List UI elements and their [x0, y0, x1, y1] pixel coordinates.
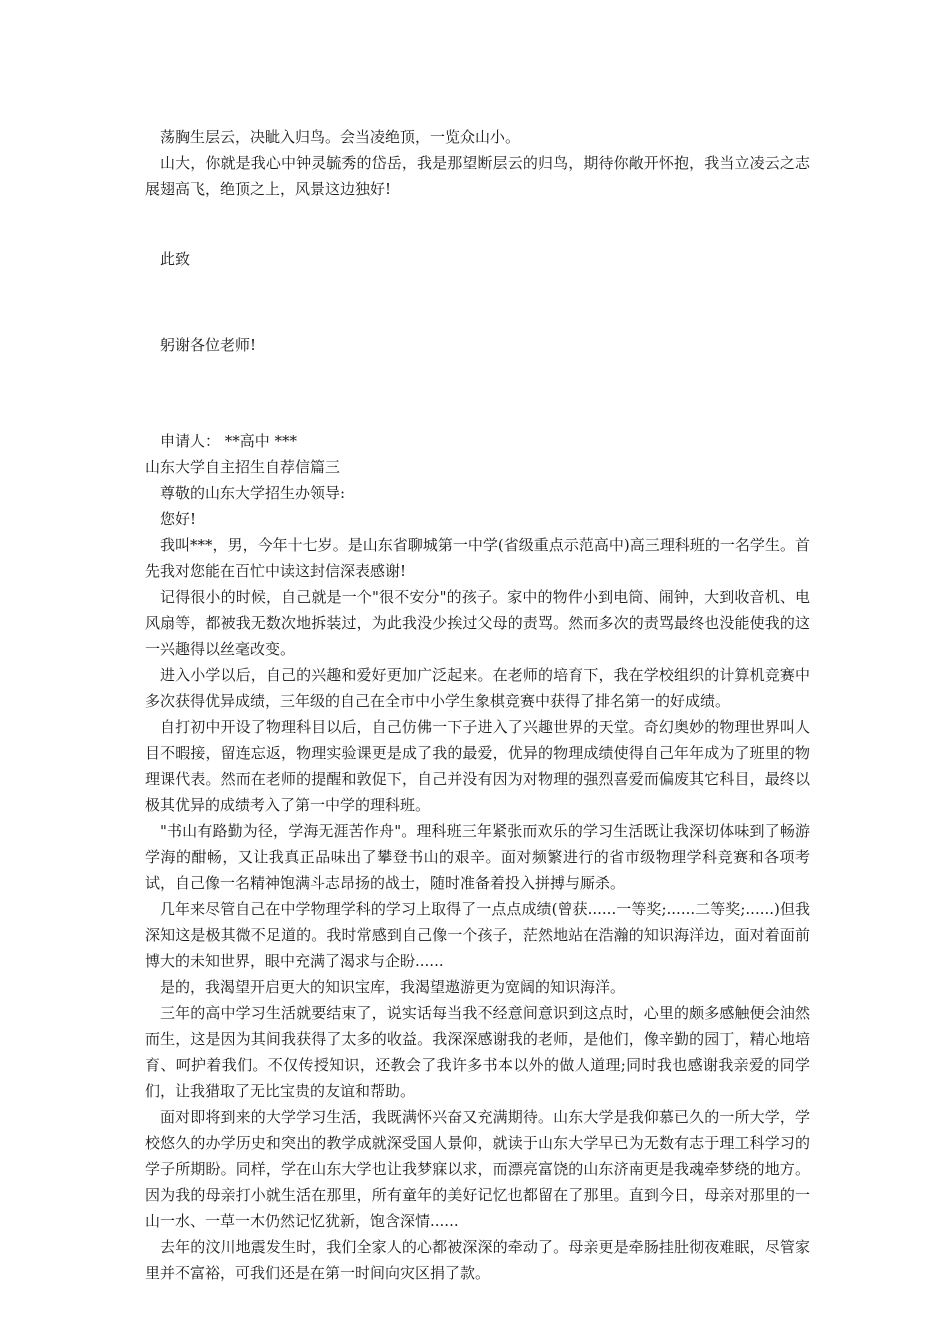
paragraph: 自打初中开设了物理科目以后，自己仿佛一下子进入了兴趣世界的天堂。奇幻奥妙的物理世界叫人目不暇接，留连忘返，物理实验课更是成了我的最爱，优异的物理成绩使得自己年年成为了班里的物理课代表。然而在老师的提醒和敦促下，自己并没有因为对物理的强烈喜爱而偏废其它科目，最终以极其优异的成绩考入了第一中学的理科班。 — [145, 718, 810, 814]
paragraph: 去年的汶川地震发生时，我们全家人的心都被深深的牵动了。母亲更是牵肠挂肚彻夜难眠，尽管家里并不富裕，可我们还是在第一时间向灾区捐了款。 — [145, 1238, 810, 1282]
paragraph: 是的，我渴望开启更大的知识宝库，我渴望遨游更为宽阔的知识海洋。 — [160, 978, 626, 996]
spacer — [145, 272, 810, 310]
greeting: 您好! — [160, 510, 197, 528]
spacer — [145, 396, 810, 428]
spacer — [145, 310, 810, 332]
paragraph: 三年的高中学习生活就要结束了，说实话每当我不经意间意识到这点时，心里的颇多感触便会油然而生，这是因为其间我获得了太多的收益。我深深感谢我的老师，是他们，像辛勤的园丁，精心地培育、呵护着我们。不仅传授知识，还教会了我许多书本以外的做人道理;同时我也感谢我亲爱的同学们，让我猎取了无比宝贵的友谊和帮助。 — [145, 1004, 810, 1100]
paragraph: 进入小学以后，自己的兴趣和爱好更加广泛起来。在老师的培育下，我在学校组织的计算机竞赛中多次获得优异成绩，三年级的自己在全市中小学生象棋竞赛中获得了排名第一的好成绩。 — [145, 666, 810, 710]
mountain-paragraph: 山大，你就是我心中钟灵毓秀的岱岳，我是那望断层云的归鸟，期待你敞开怀抱，我当立凌云之志展翅高飞，绝顶之上，风景这边独好! — [145, 154, 810, 198]
paragraph: "书山有路勤为径，学海无涯苦作舟"。理科班三年紧张而欢乐的学习生活既让我深切体味到了畅游学海的酣畅，又让我真正品味出了攀登书山的艰辛。面对频繁进行的省市级物理学科竞赛和各项考试，自己像一名精神饱满斗志昂扬的战士，随时准备着投入拼搏与厮杀。 — [145, 822, 810, 892]
paragraph: 几年来尽管自己在中学物理学科的学习上取得了一点点成绩(曾获......一等奖;......二等奖;......)但我深知这是极其微不足道的。我时常感到自己像一个孩子，茫然地站在浩瀚的知识海洋边，面对着面前博大的未知世界，眼中充满了渴求与企盼...... — [145, 900, 810, 970]
applicant-line: 申请人： **高中 *** — [160, 432, 298, 450]
paragraph: 我叫***，男，今年十七岁。是山东省聊城第一中学(省级重点示范高中)高三理科班的一名学生。首先我对您能在百忙中读这封信深表感谢! — [145, 536, 810, 580]
paragraph: 面对即将到来的大学学习生活，我既满怀兴奋又充满期待。山东大学是我仰慕已久的一所大学，学校悠久的办学历史和突出的教学成就深受国人景仰，就读于山东大学早已为无数有志于理工科学习的学子所期盼。同样，学在山东大学也让我梦寐以求，而漂亮富饶的山东济南更是我魂牵梦绕的地方。因为我的母亲打小就生活在那里，所有童年的美好记忆也都留在了那里。直到今日，母亲对那里的一山一水、一草一木仍然记忆犹新，饱含深情...... — [145, 1108, 810, 1230]
spacer — [145, 358, 810, 396]
section-title: 山东大学自主招生自荐信篇三 — [145, 458, 341, 476]
document-body — [145, 124, 810, 1286]
paragraph: 记得很小的时候，自己就是一个"很不安分"的孩子。家中的物件小到电筒、闹钟，大到收音机、电风扇等，都被我无数次地拆装过，为此我没少挨过父母的责骂。然而多次的责骂最终也没能使我的这一兴趣得以丝毫改变。 — [145, 588, 810, 658]
thanks-line: 躬谢各位老师! — [160, 336, 257, 354]
closing-line: 此致 — [160, 250, 191, 268]
poem-line: 荡胸生层云，决眦入归鸟。会当凌绝顶，一览众山小。 — [160, 128, 521, 146]
spacer — [145, 202, 810, 246]
salutation: 尊敬的山东大学招生办领导: — [160, 484, 346, 502]
